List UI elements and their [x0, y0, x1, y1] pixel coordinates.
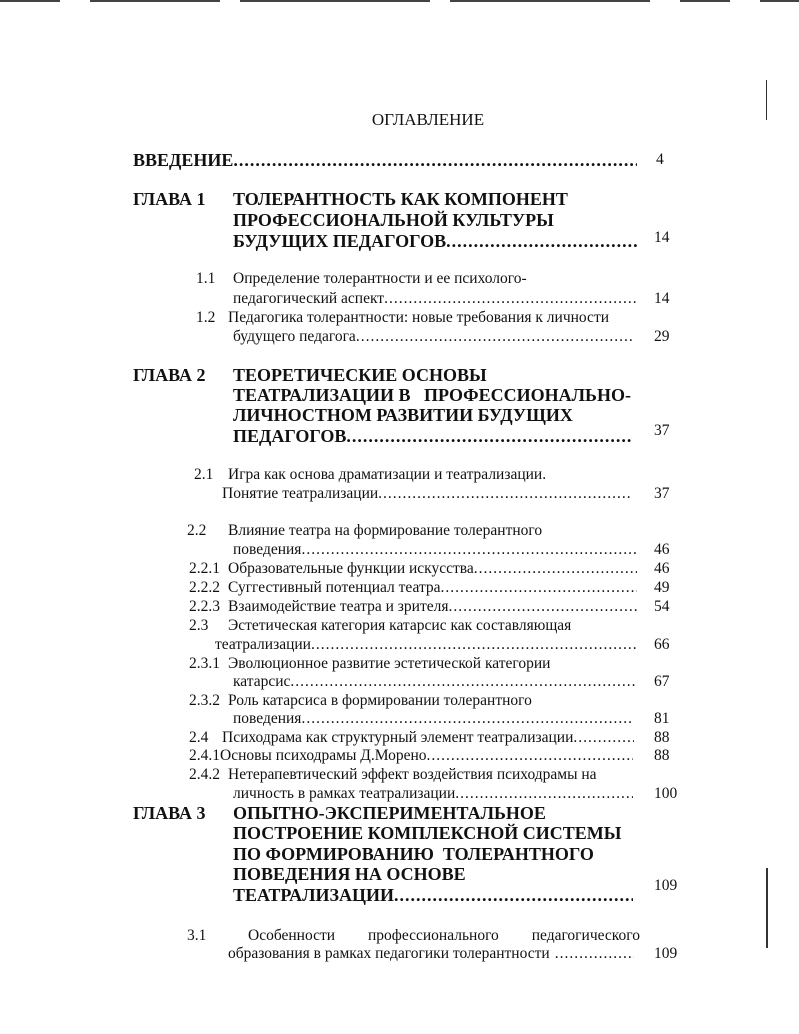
- dot-leader: [573, 728, 634, 747]
- section-title-line: [233, 672, 637, 691]
- section-title-text: театрализации: [215, 636, 311, 653]
- dot-leader: [550, 944, 634, 963]
- section-number: 2.3.2: [189, 692, 220, 709]
- section-title-text: Психодрама как структурный элемент театрализации: [222, 729, 574, 746]
- page-number: 14: [654, 290, 670, 307]
- section-title-line: [228, 559, 637, 578]
- scan-artifact: [680, 0, 730, 2]
- chapter-title-line: ПОСТРОЕНИЕ КОМПЛЕКСНОЙ СИСТЕМЫ: [233, 823, 622, 843]
- section-title-line: [233, 289, 637, 308]
- section-number: 2.3: [189, 617, 209, 634]
- section-title-line: [220, 746, 633, 765]
- section-title-text: Основы психодрамы Д.Морено: [220, 747, 427, 764]
- section-title-line: [222, 728, 634, 747]
- page-number: 81: [654, 710, 670, 727]
- dot-leader: [301, 540, 637, 559]
- dot-leader: [394, 885, 633, 906]
- page-number: 37: [654, 422, 670, 439]
- dot-leader: [427, 746, 633, 765]
- dot-leader: [356, 327, 633, 346]
- page-number: 88: [654, 747, 670, 764]
- chapter-title-line: [233, 426, 633, 447]
- chapter-title-text: ТЕАТРАЛИЗАЦИИ: [233, 885, 395, 905]
- page-number: 67: [654, 673, 670, 690]
- page-number: 109: [654, 945, 678, 962]
- chapter-title-line: ПРОФЕССИОНАЛЬНОЙ КУЛЬТУРЫ: [233, 210, 554, 230]
- section-title-text: педагогический аспект: [233, 290, 385, 307]
- chapter-title-line: ОПЫТНО-ЭКСПЕРИМЕНТАЛЬНОЕ: [233, 803, 546, 823]
- scan-artifact: [0, 0, 60, 2]
- page-number: 88: [654, 729, 670, 746]
- section-title-text: Образовательные функции искусства: [228, 560, 474, 577]
- section-title-line: Роль катарсиса в формировании толерантного: [228, 692, 532, 709]
- toc-intro[interactable]: [133, 150, 637, 171]
- section-number: 3.1: [187, 927, 207, 944]
- section-number: 2.2.1: [189, 560, 220, 577]
- page-number: 14: [654, 229, 670, 246]
- page-number: 37: [654, 485, 670, 502]
- section-title-line: [233, 709, 633, 728]
- chapter-title-line: ЛИЧНОСТНОМ РАЗВИТИИ БУДУЩИХ: [233, 405, 573, 425]
- section-title-line: [233, 540, 637, 559]
- dot-leader: [378, 484, 630, 503]
- section-number: 2.2: [187, 522, 207, 539]
- chapter-title-line: ТОЛЕРАНТНОСТЬ КАК КОМПОНЕНТ: [233, 189, 568, 209]
- section-title-line: Определение толерантности и ее психолого-: [233, 270, 527, 287]
- chapter-title-text: БУДУЩИХ ПЕДАГОГОВ: [233, 231, 447, 251]
- section-title-line: [233, 784, 633, 803]
- page-number: 100: [654, 785, 678, 802]
- section-title-text: поведения: [233, 541, 302, 558]
- section-number: 2.4.2: [189, 766, 220, 783]
- page-number: 109: [654, 877, 678, 894]
- scan-artifact: [760, 0, 799, 2]
- section-title-line: [222, 484, 630, 503]
- page-number: 46: [654, 541, 670, 558]
- chapter-title-line: [233, 885, 633, 906]
- section-number: 1.1: [196, 270, 216, 287]
- section-title-line: Эволюционное развитие эстетической категории: [228, 655, 551, 672]
- chapter-label: ГЛАВА 3: [133, 803, 206, 823]
- chapter-label: ГЛАВА 1: [133, 189, 206, 209]
- chapter-title-line: ТЕОРЕТИЧЕСКИЕ ОСНОВЫ: [233, 365, 487, 385]
- section-number: 1.2: [196, 309, 216, 326]
- section-number: 2.2.3: [189, 598, 220, 615]
- section-title-text: Взаимодействие театра и зрителя: [228, 598, 449, 615]
- section-title-text: поведения: [233, 710, 302, 727]
- scan-artifact: [450, 0, 650, 2]
- section-title-text: Понятие театрализации: [222, 485, 379, 502]
- section-title-line: [228, 578, 637, 597]
- dot-leader: [384, 289, 637, 308]
- dot-leader: [474, 559, 637, 578]
- dot-leader: [455, 784, 633, 803]
- section-title-text: личность в рамках театрализации: [233, 785, 456, 802]
- chapter-title-line: ПОВЕДЕНИЯ НА ОСНОВЕ: [233, 864, 466, 884]
- page-number: 46: [654, 560, 670, 577]
- dot-leader: [446, 231, 638, 252]
- dot-leader: [301, 709, 633, 728]
- section-title-text: Суггестивный потенциал театра: [228, 579, 441, 596]
- section-title-line: [215, 635, 637, 654]
- page-number: 49: [654, 579, 670, 596]
- section-title-text: образования в рамках педагогики толерантности: [228, 945, 550, 962]
- chapter-title-line: [233, 231, 638, 252]
- section-number: 2.4.1: [189, 747, 220, 764]
- dot-leader: [448, 597, 637, 616]
- scan-artifact: [766, 868, 768, 948]
- scan-artifact: [240, 0, 430, 2]
- section-number: 2.4: [189, 729, 209, 746]
- section-title-line: Педагогика толерантности: новые требования к личности: [228, 309, 610, 326]
- section-title-text: будущего педагога: [233, 328, 356, 345]
- section-title-line: [233, 327, 633, 346]
- section-title-line: [228, 944, 634, 963]
- page-number: 66: [654, 636, 670, 653]
- chapter-label: ГЛАВА 2: [133, 365, 206, 385]
- section-title-line: Игра как основа драматизации и театрализации.: [228, 466, 547, 483]
- chapter-title-text: ПЕДАГОГОВ: [233, 426, 347, 446]
- scan-artifact: [90, 0, 220, 2]
- section-title-line: Особенности профессионального педагогического: [248, 927, 640, 944]
- section-title-line: Нетерапевтический эффект воздействия психодрамы на: [228, 766, 597, 783]
- section-title-line: [228, 597, 637, 616]
- intro-label: ВВЕДЕНИЕ: [133, 150, 234, 170]
- section-title-text: катарсис: [233, 673, 291, 690]
- dot-leader: [346, 426, 633, 447]
- section-title-line: Влияние театра на формирование толерантного: [228, 522, 543, 539]
- dot-leader: [311, 635, 637, 654]
- dot-leader: [290, 672, 637, 691]
- section-number: 2.2.2: [189, 579, 220, 596]
- dot-leader: [233, 150, 637, 171]
- page-number: 54: [654, 598, 670, 615]
- chapter-title-line: ТЕАТРАЛИЗАЦИИ В ПРОФЕССИОНАЛЬНО-: [233, 385, 631, 405]
- dot-leader: [441, 578, 637, 597]
- section-title-line: Эстетическая категория катарсис как составляющая: [228, 617, 572, 634]
- toc-title: ОГЛАВЛЕНИЕ: [371, 110, 485, 129]
- chapter-title-line: ПО ФОРМИРОВАНИЮ ТОЛЕРАНТНОГО: [233, 844, 594, 864]
- page-number: 4: [656, 151, 664, 168]
- section-number: 2.1: [194, 466, 214, 483]
- section-number: 2.3.1: [189, 655, 220, 672]
- page-number: 29: [654, 328, 670, 345]
